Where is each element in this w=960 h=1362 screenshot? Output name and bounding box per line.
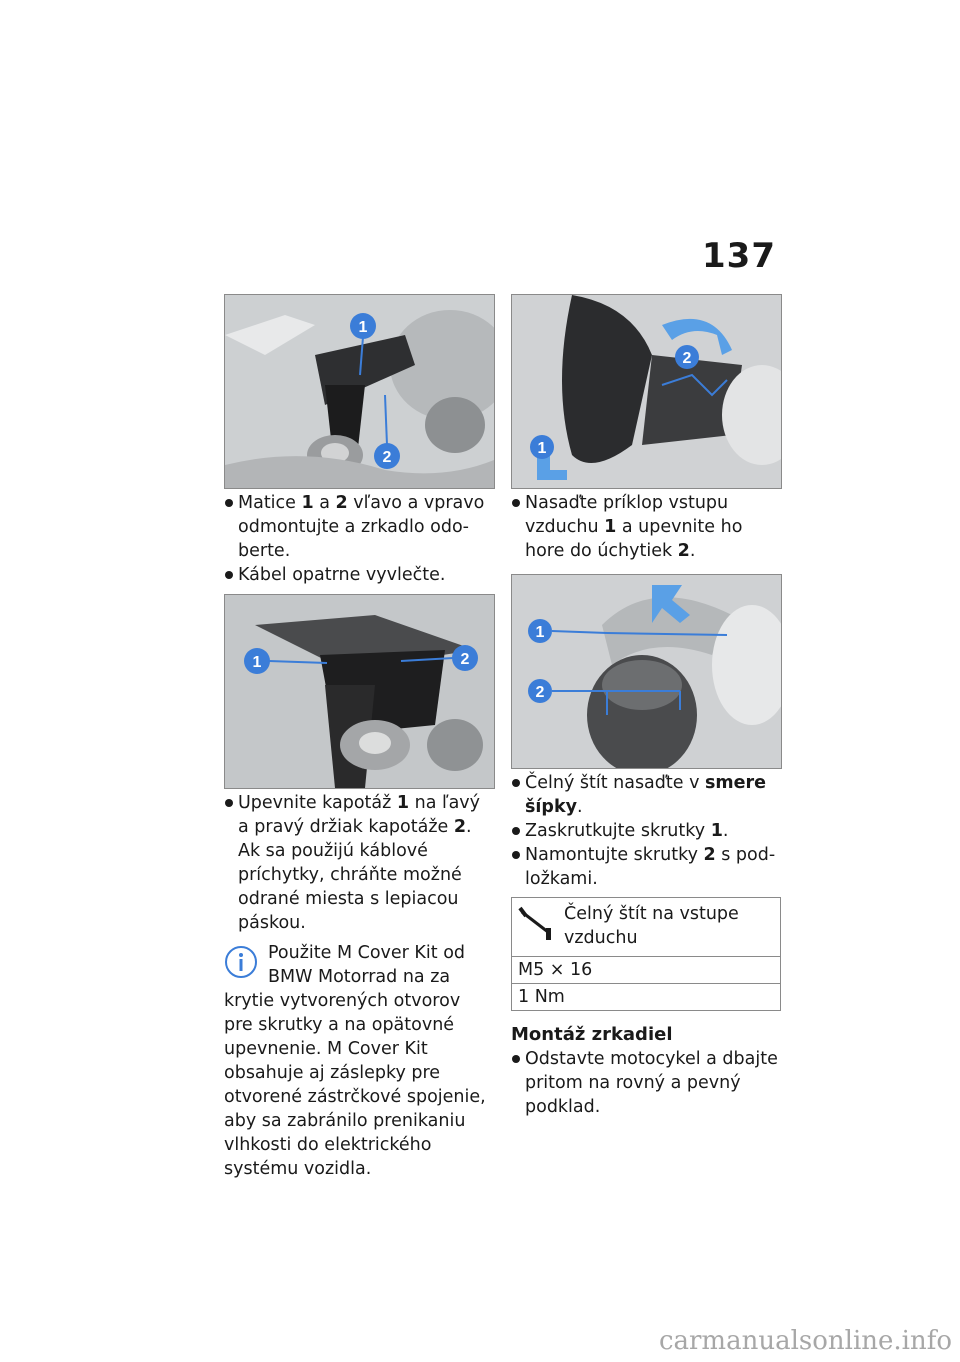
figure-fairing-holder	[224, 594, 495, 789]
list-item: Namontujte skrutky 2 s podložkami.	[511, 843, 781, 891]
section-title: Montáž zrkadiel	[511, 1024, 673, 1045]
callout-1: 1	[535, 624, 545, 641]
list-item: Čelný štít nasaďte v smere šípky.	[511, 771, 781, 819]
torque-spec-table	[511, 897, 781, 1011]
callout-2: 2	[535, 684, 545, 701]
callout-1: 1	[252, 654, 262, 671]
spec-header	[512, 898, 780, 957]
torque-wrench-icon	[518, 906, 558, 942]
list-item: Zaskrutkujte skrutky 1.	[511, 819, 781, 843]
info-note	[224, 941, 494, 1181]
spec-row-bolt: M5 × 16	[512, 957, 780, 984]
figure-windshield	[511, 574, 782, 769]
watermark: carmanualsonline.info	[658, 1326, 952, 1356]
info-icon	[224, 945, 258, 979]
left-steps-1	[224, 491, 494, 587]
spec-row-torque: 1 Nm	[518, 987, 565, 1007]
list-item: Odstavte motocykel a dbajte pritom na rovný a pevný podklad.	[511, 1047, 781, 1119]
callout-1: 1	[537, 440, 547, 457]
list-item: Matice 1 a 2 vľavo a vpravo odmontujte a zrkadlo odoberte.	[224, 491, 494, 563]
callout-1: 1	[358, 319, 368, 336]
note-text-rest: krytie vytvorených otvorov pre skrutky a na opätovné upevnenie. M Cover Kit obsahuje aj záslepky pre otvorené zástrčkové spojenie, aby sa zabránilo prenikaniu vlhkosti do elektrického systému vozidla.	[224, 991, 486, 1179]
list-item: Upevnite kapotáž 1 na ľavý a pravý držiak kapotáže 2. Ak sa použijú káblové príchytky, chráňte možné odrané miesta s lepiacou páskou.	[224, 791, 494, 935]
note-text-first: Použite M Cover Kit od BMW Motorrad na za	[268, 943, 466, 987]
page-number: 137	[702, 236, 776, 276]
right-steps-1	[511, 491, 781, 563]
spec-title: Čelný štít na vstupe vzduchu	[564, 904, 739, 948]
list-item: Kábel opatrne vyvlečte.	[224, 563, 494, 587]
callout-2: 2	[460, 651, 470, 668]
figure-air-intake-cover	[511, 294, 782, 489]
figure-mirror-nuts	[224, 294, 495, 489]
callout-2: 2	[382, 449, 392, 466]
right-steps-2	[511, 771, 781, 1119]
callout-2: 2	[682, 350, 692, 367]
list-item: Nasaďte príklop vstupu vzduchu 1 a upevnite ho hore do úchytiek 2.	[511, 491, 781, 563]
left-steps-2	[224, 791, 494, 1181]
